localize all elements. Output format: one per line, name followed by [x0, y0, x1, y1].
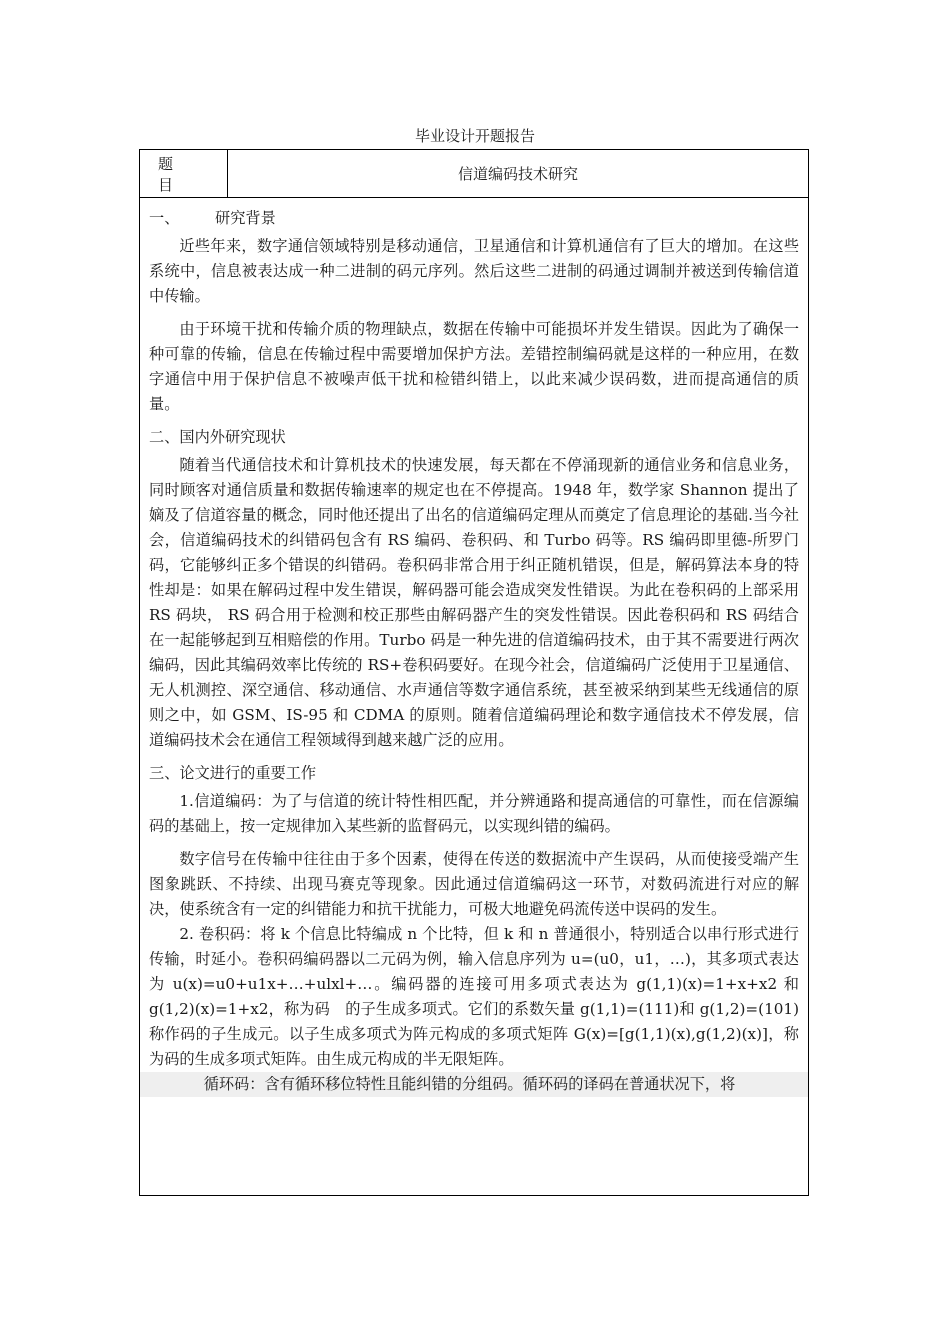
paragraph: 随着当代通信技术和计算机技术的快速发展，每天都在不停涌现新的通信业务和信息业务，同时顾客对通信质量和数据传输速率的规定也在不停提高。1948 年，数学家 Shannon 提出了嫡及了信道容量的概念，同时他还提出了出名的信道编码定理从而奠定了信息理论的基础.当今社会，信道编码技术的纠错码包含有 RS 编码、卷积码、和 Turbo 码等。RS 编码即里德-所罗门码，它能够纠正多个错误的纠错码。卷积码非常合用于纠正随机错误，但是，解码算法本身的特性却是：如果在解码过程中发生错误，解码器可能会造成突发性错误。为此在卷积码的上部采用 RS 码块， RS 码合用于检测和校正那些由解码器产生的突发性错误。因此卷积码和 RS 码结合在一起能够起到互相赔偿的作用。Turbo 码是一种先进的信道编码技术，由于其不需要进行两次编码，因此其编码效率比传统的 RS+卷积码要好。在现今社会，信道编码广泛使用于卫星通信、无人机测控、深空通信、移动通信、水声通信等数字通信系统，甚至被采纳到某些无线通信的原则之中，如 GSM、IS-95 和 CDMA 的原则。随着信道编码理论和数字通信技术不停发展，信道编码技术会在通信工程领域得到越来越广泛的应用。 — [149, 456, 799, 749]
report-body — [140, 198, 808, 1097]
topic-row — [140, 150, 808, 198]
paragraph: 1.信道编码：为了与信道的统计特性相匹配，并分辨通路和提高通信的可靠性，而在信源编码的基础上，按一定规律加入某些新的监督码元，以实现纠错的编码。 — [149, 792, 799, 835]
paragraph: 2. 卷积码：将 k 个信息比特编成 n 个比特，但 k 和 n 普通很小，特别适合以串行形式进行传输，时延小。卷积码编码器以二元码为例，输入信息序列为 u=(u0，u1，…)，其多项式表达为 u(x)=u0+u1x+…+ulxl+…。编码器的连接可用多项式表达为 g(1,1)(x)=1+x+x2 和 g(1,2)(x)=1+x2，称为码 的子生成多项式。它们的系数矢量 g(1,1)=(111)和 g(1,2)=(101)称作码的子生成元。以子生成多项式为阵元构成的多项式矩阵 G(x)=[g(1,1)(x),g(1,2)(x)]，称为码的生成多项式矩阵。由生成元构成的半无限矩阵。 — [149, 925, 799, 1068]
paragraph-shaded: 循环码：含有循环移位特性且能纠错的分组码。循环码的译码在普通状况下，将 — [140, 1072, 808, 1097]
report-table — [139, 149, 809, 1196]
paragraph: 近些年来，数字通信领域特别是移动通信，卫星通信和计算机通信有了巨大的增加。在这些系统中，信息被表达成一种二进制的码元序列。然后这些二进制的码通过调制并被送到传输信道中传输。 — [149, 237, 799, 305]
paragraph: 由于环境干扰和传输介质的物理缺点，数据在传输中可能损坏并发生错误。因此为了确保一种可靠的传输，信息在传输过程中需要增加保护方法。差错控制编码就是这样的一种应用，在数字通信中用于保护信息不被噪声低干扰和检错纠错上，以此来减少误码数，进而提高通信的质量。 — [149, 320, 799, 413]
document-title: 毕业设计开题报告 — [414, 127, 535, 145]
section-title: 研究背景 — [215, 209, 276, 227]
paragraph: 数字信号在传输中往往由于多个因素，使得在传送的数据流中产生误码，从而使接受端产生图象跳跃、不持续、出现马赛克等现象。因此通过信道编码这一环节，对数码流进行对应的解决，使系统含有一定的纠错能力和抗干扰能力，可极大地避免码流传送中误码的发生。 — [149, 850, 799, 918]
section-heading-background — [149, 206, 799, 230]
section-number: 一、 — [149, 209, 180, 227]
section-heading-status: 二、国内外研究现状 — [149, 428, 286, 446]
section-heading-work: 三、论文进行的重要工作 — [149, 764, 317, 782]
topic-value: 信道编码技术研究 — [457, 165, 578, 183]
topic-label: 题目 — [140, 150, 228, 197]
